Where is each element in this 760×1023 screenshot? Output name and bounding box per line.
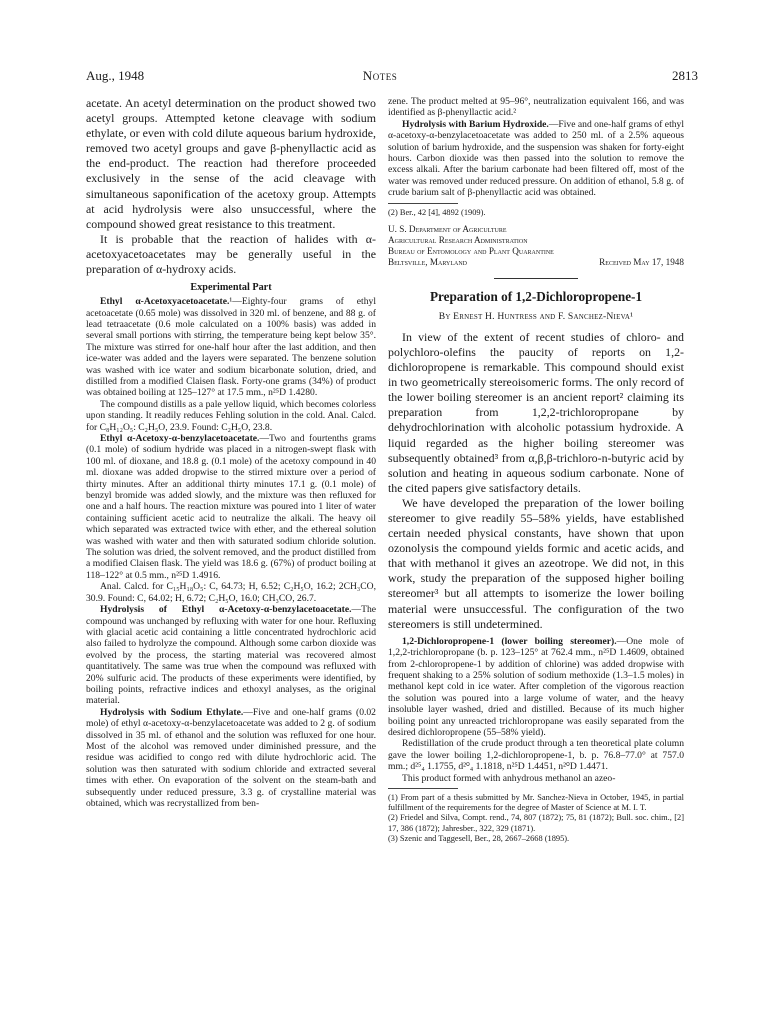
article-paragraph-1: In view of the extent of recent studies of chloro- and polychloro-olefins the paucity of reports on 1,2-dichloropropene is remarkable. This compound should exist in two geometrically stereoisomeric forms. The only record of the lower boiling stereomer is an ancient report² claiming its preparation from 1,2,2-trichloropropane by dehydrochlorination with alcoholic potassium hydroxide. A liquid regarded as the higher boiling stereomer was subsequently obtained³ from α,β,β-trichloro-n-butyric acid by solution and heating in aqueous sodium carbonate. None of the cited papers give satisfactory details.: [388, 329, 684, 495]
body-text: —Five and one-half grams of ethyl α-acetoxy-α-benzylacetoacetate was added to 250 ml. of a 2.5% aqueous solution of barium hydroxide, and the suspension was shaken for forty-eight hours. Carbon dioxide was then passed into the solution to remove the excess alkali. After the barium carbonate had been filtered off, most of the water was removed under reduced pressure. On addition of ethanol, 5.8 g. of crude barium salt of β-phenyllactic acid was obtained.: [388, 118, 684, 199]
left-column: [86, 96, 376, 809]
exp-ethyl-acetoxyacetoacetate: [86, 296, 376, 399]
affiliation-line: U. S. Department of Agriculture: [388, 223, 507, 234]
run-in-heading: Hydrolysis with Sodium Ethylate.: [100, 706, 244, 718]
article-authors: By Ernest H. Huntress and F. Sanchez-Nieva¹: [438, 310, 634, 322]
article-separator-rule: [494, 278, 578, 279]
body-text: —Five and one-half grams (0.02 mole) of ethyl α-acetoxy-α-benzylacetoacetate was added to 2 g. of sodium dissolved in 35 ml. of ethanol and the solution was refluxed for one hour. Most of the alcohol was removed under diminished pressure, and the residue was acidified to congo red with dilute hydrochloric acid. The solution was then saturated with sodium chloride and extracted several times with ether. On evaporation of the solvent on the steam-bath and subsequently under reduced pressure, 3.3 g. of crystalline material was obtained, which was recrystallized from ben-: [86, 706, 376, 809]
run-in-heading: Ethyl α-Acetoxyacetoacetate.: [100, 296, 230, 308]
footnote-rule: [388, 788, 458, 789]
exp-benzylacetoacetate-analysis: Anal. Calcd. for C₁₅H₁₈O₅: C, 64.73; H, 6.52; C₂H₅O, 16.2; 2CH₃CO, 30.9. Found: C, 64.02; H, 6.72; C₂H₅O, 16.0; CH₃CO, 26.7.: [86, 581, 376, 604]
affiliation-block: [388, 224, 684, 268]
intro-paragraph-1: acetate. An acetyl determination on the product showed two acetyl groups. Attempted ketone cleavage with sodium ethylate, or even with cold dilute aqueous barium hydroxide, removed two acetyl groups and gave β-phenyllactic acid as the end-product. The reaction had therefore proceeded exclusively in the sense of the acid cleavage with simultaneous saponification of the acetoxy group. Attempts at acid hydrolysis were also unsuccessful, where the compound showed great resistance to this treatment.: [86, 96, 376, 231]
footnote-1: (1) From part of a thesis submitted by Mr. Sanchez-Nieva in October, 1945, in partial fulfillment of the requirements for the degree of Master of Science at M. I. T.: [388, 793, 684, 813]
body-text: —The compound was unchanged by refluxing with water for one hour. Refluxing with glacial acetic acid containing a little concentrated hydrochloric acid also failed to hydrolyze the compound. Although some carbon dioxide was evolved by the process, the starting material was recovered almost quantitatively. The same was true when the compound was refluxed with 20% sulfuric acid. The products of these experiments were identified, by boiling points, refractive indices and ethoxyl analyses, as the original material.: [86, 604, 376, 707]
exp-hydrolysis-acid: [86, 604, 376, 707]
header-date: Aug., 1948: [86, 68, 145, 83]
exp-dichloropropene: [388, 636, 684, 739]
affiliation-line: Bureau of Entomology and Plant Quarantine: [388, 245, 554, 256]
header-section: Notes: [362, 68, 398, 83]
footnote-2: (2) Friedel and Silva, Compt. rend., 74, 807 (1872); 75, 81 (1872); Bull. soc. chim., [2] 17, 386 (1872); Jahresber., 322, 329 (1871).: [388, 813, 684, 833]
intro-paragraph-2: It is probable that the reaction of halides with α-acetoxyacetoacetates may be generally useful in the preparation of α-hydroxy acids.: [86, 231, 376, 277]
exp-hydrolysis-ethylate: [86, 707, 376, 810]
footnote-rule: [388, 203, 458, 204]
affiliation-city: Beltsville, Maryland: [388, 256, 467, 267]
run-in-heading: 1,2-Dichloropropene-1 (lower boiling stereomer).: [402, 635, 617, 647]
exp-ethyl-acetoxyacetoacetate-properties: The compound distills as a pale yellow liquid, which becomes colorless upon standing. It readily reduces Fehling solution in the cold. Anal. Calcd. for C₈H₁₂O₅: C₂H₅O, 23.9. Found: C₂H₅O, 23.8.: [86, 398, 376, 433]
exp-hydrolysis-barium: [388, 119, 684, 199]
affiliation-line: Agricultural Research Administration: [388, 234, 528, 245]
run-in-heading: Hydrolysis with Barium Hydroxide.: [402, 118, 549, 130]
run-in-heading: Hydrolysis of Ethyl α-Acetoxy-α-benzylacetoacetate.: [100, 604, 352, 616]
body-text: ¹—Eighty-four grams of ethyl acetoacetate (0.65 mole) was dissolved in 320 ml. of benzene, and 88 g. of lead tetraacetate (0.6 mole calculated on a 100% basis) was added in several small portions with stirring, the temperature being kept below 35°. The mixture was stirred for one-half hour after the last addition, and then ice-water was added and the layers were separated. The benzene solution was washed with ice water and sodium bicarbonate solution, dried, and distilled from a modified Claisen flask. Forty-one grams (34%) of product was obtained boiling at 125–127° at 17.5 mm., n²⁵D 1.4280.: [86, 296, 376, 399]
continuation-text: zene. The product melted at 95–96°, neutralization equivalent 166, and was identified as β-phenyllactic acid.²: [388, 96, 684, 119]
footnote-3: (3) Szenic and Taggesell, Ber., 28, 2667–2668 (1895).: [388, 833, 570, 843]
affiliation-city-row: [388, 257, 684, 268]
body-text: —One mole of 1,2,2-trichloropropane (b. p. 123–125° at 762.4 mm., n²⁵D 1.4609, obtained from 2-chloropropene-1 by addition of chlorine) was added dropwise with frequent shaking to a 25% solution of sodium methoxide (1.3–1.5 moles) in methanol kept cold in ice water. After completion of the vigorous reaction the solution was poured into a large volume of water, and the heavy insoluble layer washed, dried and distilled. Because of its much higher boiling point any unreacted trichloropropane was easily separated from the desired dichloropropene (55–58% yield).: [388, 635, 684, 738]
body-text: —Two and fourtenths grams (0.1 mole) of sodium hydride was placed in a nitrogen-swept flask with 100 ml. of dioxane, and 18.8 g. (0.1 mole) of the acetoxy compound in 40 ml. dioxane was added dropwise to the stirred mixture over a period of thirty minutes. After an additional thirty minutes 17.1 g. (0.1 mole) of benzyl bromide was added slowly, and the mixture was then refluxed for one and a half hours. The reaction mixture was poured into 1 liter of water containing sufficient acetic acid to neutralize the alkali. The heavy oil which separated was extracted twice with ether, and the ethereal solution was washed with water and then with saturated sodium chloride solution. The solution was dried, the solvent removed, and the product distilled from a modified Claisen flask. The yield was 18.6 g. (67%) of product boiling at 118–122° at 0.5 mm., n²⁵D 1.4916.: [86, 433, 376, 581]
footnote-2-previous: (2) Ber., 42 [4], 4892 (1909).: [388, 207, 486, 217]
article-title: Preparation of 1,2-Dichloropropene-1: [429, 288, 643, 304]
header-page-number: 2813: [672, 68, 698, 83]
article-paragraph-2: We have developed the preparation of the lower boiling stereomer to give readily 55–58% yields, have established certain needed physical constants, have shown that upon ozonolysis the compound yields formic and acetic acids, and that with methanol it gives an azeotrope. We did not, in this work, study the preparation of the supposed higher boiling stereomer³ but all attempts to isomerize the lower boiling material were unsuccessful. The configuration of the two stereomers is still undetermined.: [388, 495, 684, 631]
run-in-heading: Ethyl α-Acetoxy-α-benzylacetoacetate.: [100, 433, 260, 444]
exp-dichloropropene-azeotrope: This product formed with anhydrous methanol an azeo-: [402, 772, 616, 784]
right-column: [388, 96, 684, 844]
exp-dichloropropene-redistillation: Redistillation of the crude product through a ten theoretical plate column gave the lower boiling 1,2-dichloropropene-1, b. p. 76.8–77.0° at 757.0 mm.; d²⁵₄ 1.1755, d²⁰₄ 1.1818, n²⁵D 1.4451, n²⁰D 1.4471.: [388, 738, 684, 773]
section-heading-experimental: Experimental Part: [190, 282, 272, 294]
received-date: Received May 17, 1948: [599, 256, 684, 267]
exp-benzylacetoacetate: [86, 433, 376, 581]
